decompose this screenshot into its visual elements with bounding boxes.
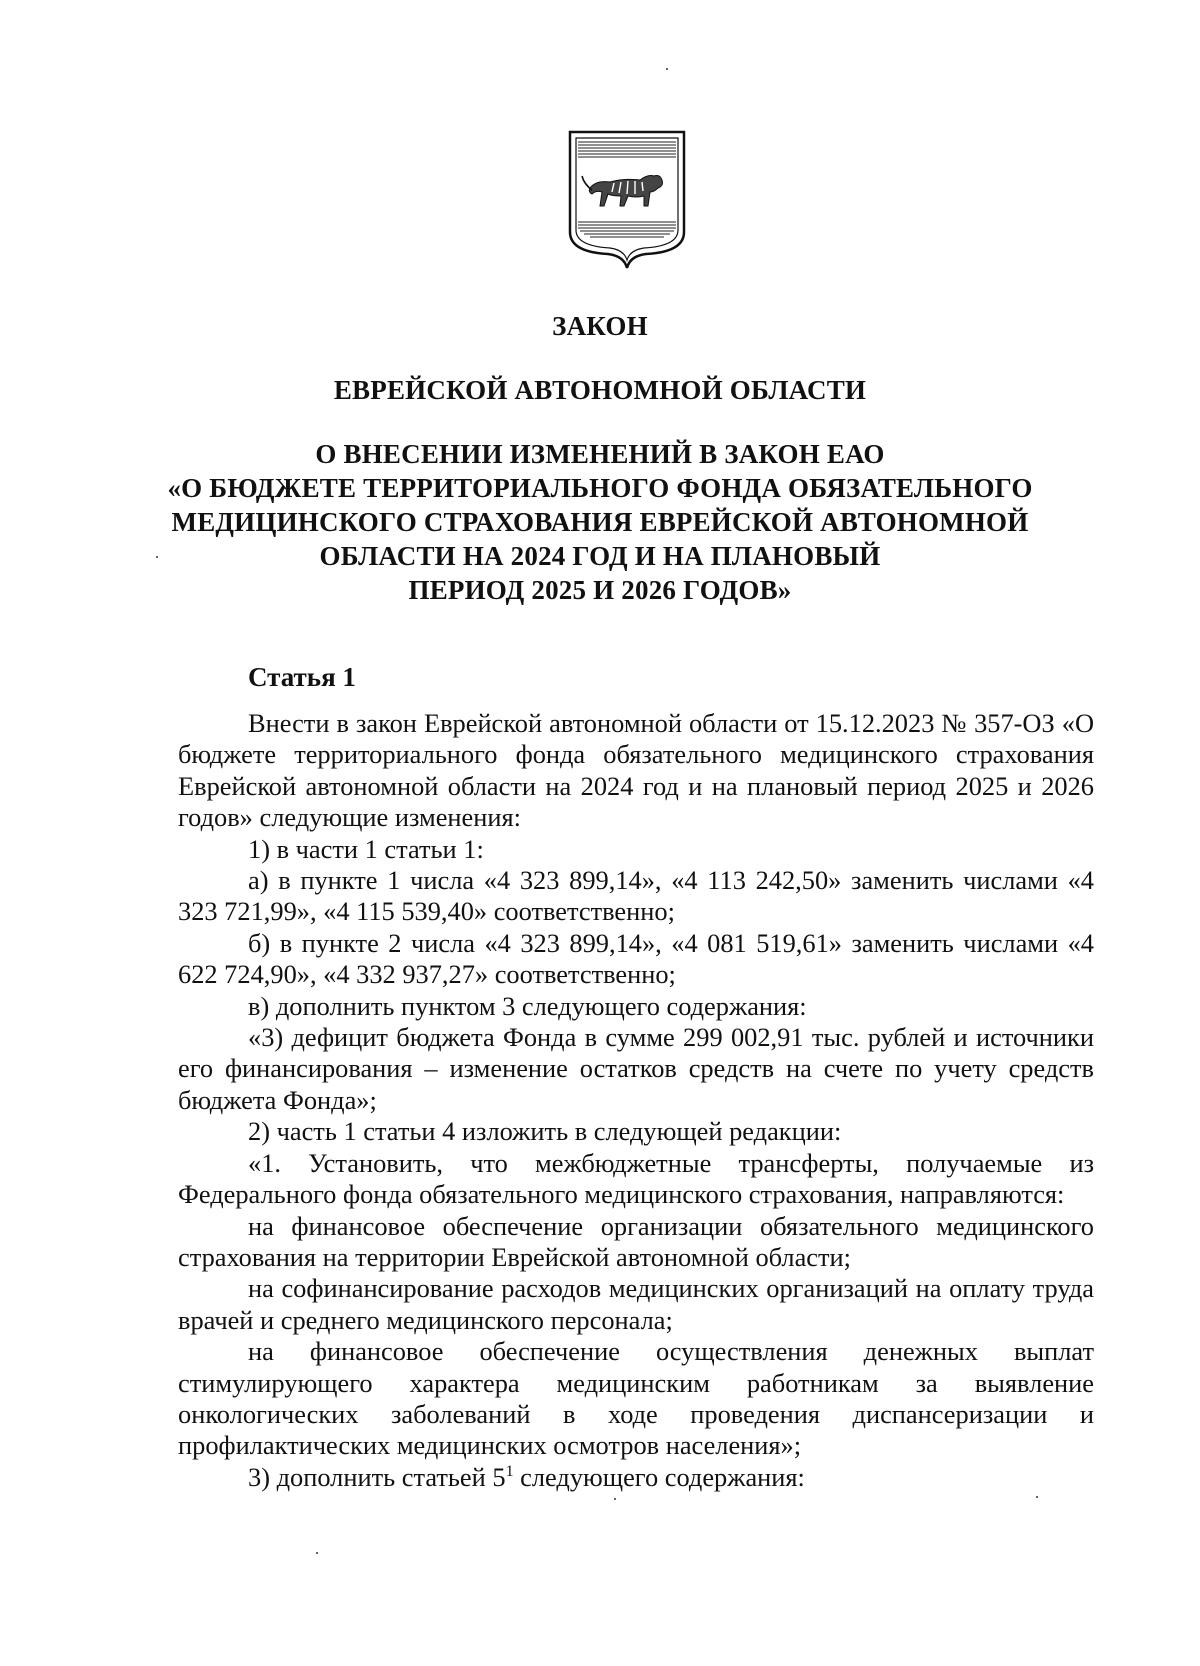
last-item-prefix: 3) дополнить статьей 5 <box>248 1461 506 1492</box>
law-title <box>150 437 1050 607</box>
paragraph: на софинансирование расходов медицинских организаций на оплату труда врачей и среднего медицинского персонала; <box>178 1273 1094 1335</box>
tiger-icon <box>582 176 663 207</box>
law-title-line: МЕДИЦИНСКОГО СТРАХОВАНИЯ ЕВРЕЙСКОЙ АВТОНОМНОЙ <box>171 507 1029 537</box>
coat-of-arms-emblem <box>566 130 688 272</box>
article-body <box>178 708 1094 1493</box>
law-title-line: «О БЮДЖЕТЕ ТЕРРИТОРИАЛЬНОГО ФОНДА ОБЯЗАТЕЛЬНОГО <box>167 473 1033 503</box>
region-heading: ЕВРЕЙСКОЙ АВТОНОМНОЙ ОБЛАСТИ <box>333 375 867 405</box>
paragraph: 2) часть 1 статьи 4 изложить в следующей редакции: <box>248 1116 842 1147</box>
law-title-line: ПЕРИОД 2025 И 2026 ГОДОВ» <box>408 575 792 605</box>
scan-speck <box>614 1498 616 1500</box>
law-title-line: ОБЛАСТИ НА 2024 ГОД И НА ПЛАНОВЫЙ <box>319 541 881 571</box>
scan-speck <box>156 556 158 558</box>
paragraph-last <box>178 1462 1094 1493</box>
last-item-suffix: следующего содержания: <box>513 1461 805 1492</box>
scan-speck <box>666 68 668 70</box>
article-title: Статья 1 <box>248 662 356 692</box>
paragraph: «3) дефицит бюджета Фонда в сумме 299 002,91 тыс. рублей и источники его финансирования – изменение остатков средств на счете по учету средств бюджета Фонда»; <box>178 1022 1094 1115</box>
law-title-line: О ВНЕСЕНИИ ИЗМЕНЕНИЙ В ЗАКОН ЕАО <box>315 439 885 469</box>
paragraph: на финансовое обеспечение осуществления денежных выплат стимулирующего характера медицинским работникам за выявление онкологических заболеваний в ходе проведения диспансеризации и профилактических медицинских осмотров населения»; <box>178 1336 1094 1461</box>
paragraph: б) в пункте 2 числа «4 323 899,14», «4 081 519,61» заменить числами «4 622 724,90», «4 332 937,27» соответственно; <box>178 927 1094 990</box>
scan-speck <box>316 1552 318 1554</box>
scan-speck <box>1036 1496 1038 1498</box>
paragraph: 1) в части 1 статьи 1: <box>248 833 484 864</box>
last-item-superscript: 1 <box>505 1462 514 1480</box>
paragraph: а) в пункте 1 числа «4 323 899,14», «4 113 242,50» заменить числами «4 323 721,99», «4 115 539,40» соответственно; <box>178 865 1094 927</box>
paragraph: Внести в закон Еврейской автономной области от 15.12.2023 № 357-ОЗ «О бюджете территориального фонда обязательного медицинского страхования Еврейской автономной области на 2024 год и на плановый период 2025 и 2026 годов» следующие изменения: <box>178 708 1094 833</box>
law-heading: ЗАКОН <box>552 311 648 341</box>
paragraph: на финансовое обеспечение организации обязательного медицинского страхования на территории Еврейской автономной области; <box>178 1210 1094 1272</box>
paragraph: «1. Установить, что межбюджетные трансферты, получаемые из Федерального фонда обязательного медицинского страхования, направляются: <box>178 1147 1094 1210</box>
paragraph: в) дополнить пунктом 3 следующего содержания: <box>248 990 807 1021</box>
